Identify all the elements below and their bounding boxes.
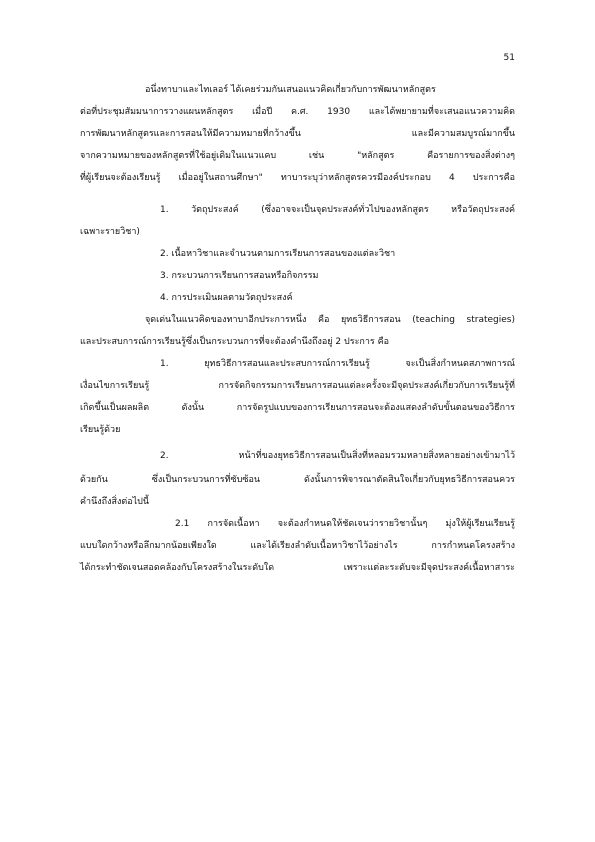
paragraph-3-line-2: เงื่อนไขการเรียนรู้ การจัดกิจกรรมการเรียนการสอนแต่ละครั้งจะมีจุดประสงค์เกี่ยวกับการเรียนรู้ที่ — [80, 381, 515, 391]
list-item-3: 3. กระบวนการเรียนการสอนหรือกิจกรรม — [160, 271, 319, 281]
paragraph-1-line-5: ที่ผู้เรียนจะต้องเรียนรู้ เมื่ออยู่ในสถานศึกษา" ทาบาระบุว่าหลักสูตรควรมีองค์ประกอบ 4 ประการคือ — [80, 173, 515, 183]
paragraph-3-line-3: เกิดขึ้นเป็นผลผลิต ดังนั้น การจัดรูปแบบของการเรียนการสอนจะต้องแสดงลำดับขั้นตอนของวิธีการ — [80, 403, 515, 413]
paragraph-3-line-4: เรียนรู้ด้วย — [80, 425, 121, 435]
list-item-1: 1. วัตถุประสงค์ (ซึ่งอาจจะเป็นจุดประสงค์ทั่วไปของหลักสูตร หรือวัตถุประสงค์ — [160, 205, 515, 215]
page-number: 51 — [503, 53, 515, 63]
paragraph-1-line-1: อนึ่งทาบาและไทเลอร์ ได้เคยร่วมกันเสนอแนวคิดเกี่ยวกับการพัฒนาหลักสูตร — [145, 85, 436, 95]
paragraph-5-line-3: ได้กระทำชัดเจนสอดคล้องกับโครงสร้างในระดับใด เพราะแต่ละระดับจะมีจุดประสงค์เนื้อหาสาระ — [80, 563, 515, 573]
paragraph-4-line-2: ด้วยกัน ซึ่งเป็นกระบวนการที่ซับซ้อน ดังนั้นการพิจารณาตัดสินใจเกี่ยวกับยุทธวิธีการสอนควร — [80, 475, 515, 485]
paragraph-1-line-2: ต่อที่ประชุมสัมมนาการวางแผนหลักสูตร เมื่อปี ค.ศ. 1930 และได้พยายามที่จะเสนอแนวความคิด — [80, 107, 515, 117]
paragraph-4-line-1: 2. หน้าที่ของยุทธวิธีการสอนเป็นสิ่งที่หลอมรวมหลายสิ่งหลายอย่างเข้ามาไว้ — [160, 451, 515, 461]
paragraph-1-line-3: การพัฒนาหลักสูตรและการสอนให้มีความหมายที่กว้างขึ้น และมีความสมบูรณ์มากขึ้น — [80, 129, 515, 139]
list-item-2: 2. เนื้อหาวิชาและจำนวนตามการเรียนการสอนของแต่ละวิชา — [160, 249, 396, 259]
paragraph-1-line-4: จากความหมายของหลักสูตรที่ใช้อยู่เดิมในแนวแคบ เช่น "หลักสูตร คือรายการของสิ่งต่างๆ — [80, 151, 515, 161]
paragraph-5-line-1: 2.1 การจัดเนื้อหา จะต้องกำหนดให้ชัดเจนว่ารายวิชานั้นๆ มุ่งให้ผู้เรียนเรียนรู้ — [175, 519, 515, 529]
list-item-4: 4. การประเมินผลตามวัตถุประสงค์ — [160, 293, 293, 303]
paragraph-3-line-1: 1. ยุทธวิธีการสอนและประสบการณ์การเรียนรู้ จะเป็นสิ่งกำหนดสภาพการณ์ — [160, 359, 515, 369]
paragraph-5-line-2: แบบใดกว้างหรือลึกมากน้อยเพียงใด และได้เรียงลำดับเนื้อหาวิชาไว้อย่างไร การกำหนดโครงสร้าง — [80, 541, 515, 551]
list-item-1-continued: เฉพาะรายวิชา) — [80, 227, 140, 237]
paragraph-2-line-1: จุดเด่นในแนวคิดของทาบาอีกประการหนึ่ง คือ ยุทธวิธีการสอน (teaching strategies) — [145, 315, 515, 325]
paragraph-2-line-2: และประสบการณ์การเรียนรู้ซึ่งเป็นกระบวนการที่จะต้องคำนึงถึงอยู่ 2 ประการ คือ — [80, 337, 390, 347]
paragraph-4-line-3: คำนึงถึงสิ่งต่อไปนี้ — [80, 497, 149, 507]
